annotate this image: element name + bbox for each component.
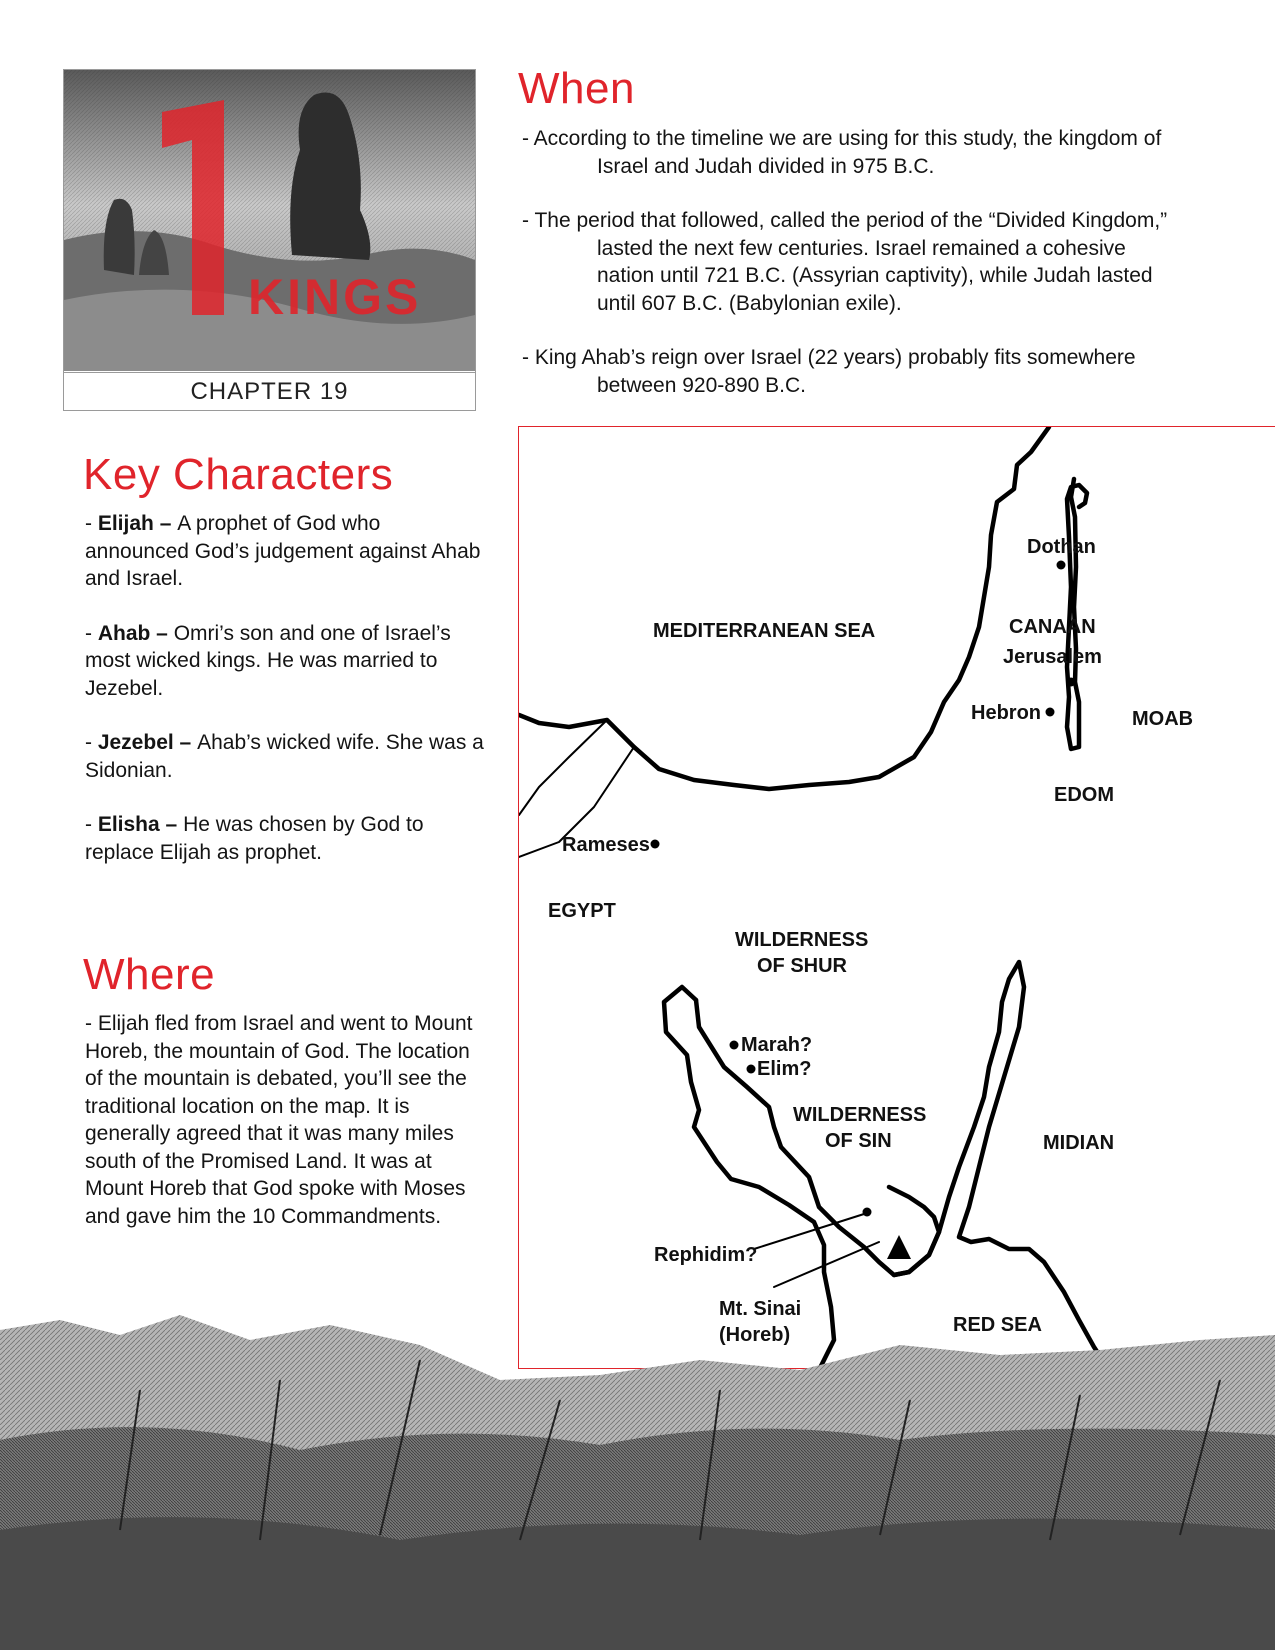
character-item: - Jezebel – Ahab’s wicked wife. She was a Sidonian. (85, 731, 484, 782)
when-item: - According to the timeline we are using for this study, the kingdom of Israel and Judah divided in 975 B.C. (522, 127, 1162, 178)
rameses-dot (651, 840, 660, 849)
jerusalem-label: Jerusalem (1003, 646, 1102, 668)
red-sea-label: RED SEA (953, 1314, 1042, 1336)
egypt-border-path (519, 720, 607, 815)
shur-label-line2: OF SHUR (757, 955, 847, 977)
character-item: - Elijah – A prophet of God who announced God’s judgement against Ahab and Israel. (85, 512, 481, 590)
rephidim-dot (863, 1208, 872, 1217)
map-drawing (519, 427, 1275, 1369)
sinai-label-line2: (Horeb) (719, 1324, 791, 1346)
mount-sinai-marker (887, 1235, 911, 1259)
marah-dot (730, 1041, 739, 1050)
jordan-path (1067, 479, 1087, 749)
marah-label: Marah? (741, 1034, 813, 1056)
shur-label-line1: WILDERNESS (735, 929, 869, 951)
when-item: - King Ahab’s reign over Israel (22 years) probably fits somewhere between 920-890 B.C. (522, 346, 1136, 397)
character-item: - Ahab – Omri’s son and one of Israel’s most wicked kings. He was married to Jezebel. (85, 621, 451, 700)
when-heading: When (518, 64, 635, 113)
hebron-label: Hebron (971, 702, 1041, 724)
title-card (63, 69, 476, 411)
character-item: - Elisha – He was chosen by God to replace Elijah as prophet. (85, 813, 424, 864)
key-characters-list (85, 510, 485, 893)
dothan-label: Dothan (1027, 536, 1096, 558)
edom-label: EDOM (1054, 784, 1114, 806)
battle-engraving (0, 1300, 1275, 1650)
rephidim-label: Rephidim? (654, 1244, 758, 1266)
egypt-label: EGYPT (548, 900, 616, 922)
key-characters-heading: Key Characters (83, 450, 394, 499)
elim-label: Elim? (757, 1058, 812, 1080)
coastline-path (519, 427, 1049, 789)
battle-engraving-image (0, 1300, 1275, 1650)
book-name: KINGS (248, 269, 422, 325)
where-text: - Elijah fled from Israel and went to Mount Horeb, the mountain of God. The location of the mountain is debated, you’ll see the traditional location on the map. It is generally agreed that it was many miles south of the Promised Land. It was at Mount Horeb that God spoke with Moses and gave him the 10 Commandments. (85, 1012, 473, 1228)
sin-label-line1: WILDERNESS (793, 1104, 927, 1126)
chapter-caption: CHAPTER 19 (64, 372, 475, 411)
canaan-label: CANAAN (1009, 616, 1096, 638)
sin-label-line2: OF SIN (825, 1130, 892, 1152)
midian-label: MIDIAN (1043, 1132, 1115, 1154)
map-panel (518, 426, 1275, 1369)
title-engraving (64, 70, 475, 371)
moab-label: MOAB (1132, 708, 1194, 730)
jerusalem-dot (1067, 678, 1076, 687)
mediterranean-label: MEDITERRANEAN SEA (653, 620, 876, 642)
rameses-label: Rameses (562, 834, 650, 856)
when-item: - The period that followed, called the period of the “Divided Kingdom,” lasted the next few centuries. Israel remained a cohesive nation until 721 B.C. (Assyrian captivity), while Judah lasted until 607 B.C. (Babylonian exile). (522, 209, 1168, 315)
when-list (522, 125, 1172, 426)
hebron-dot (1046, 708, 1055, 717)
elim-dot (747, 1065, 756, 1074)
dothan-dot (1057, 561, 1066, 570)
where-heading: Where (83, 950, 216, 999)
sinai-label-line1: Mt. Sinai (719, 1298, 802, 1320)
